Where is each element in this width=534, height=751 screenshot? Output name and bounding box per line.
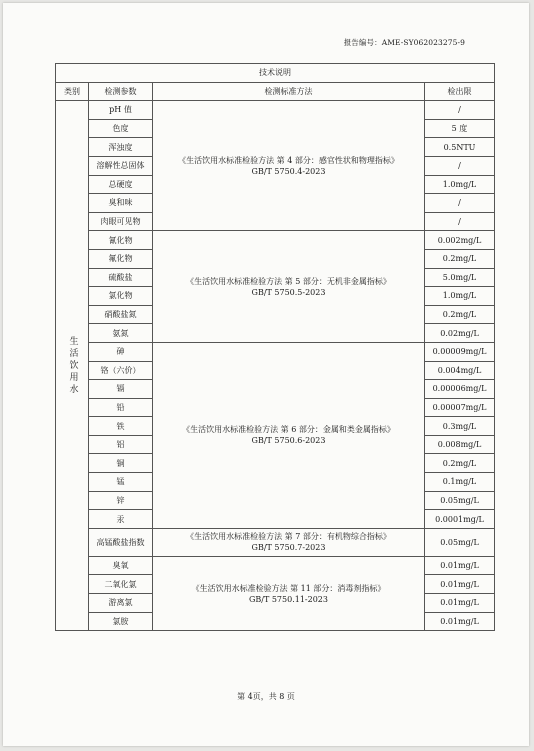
limit-cell: 0.0001mg/L <box>425 510 495 529</box>
method-name: 《生活饮用水标准检验方法 第 11 部分：消毒剂指标》 <box>191 583 386 593</box>
parameter-cell: 总硬度 <box>89 175 153 194</box>
limit-cell: 0.002mg/L <box>425 231 495 250</box>
parameter-cell: 高锰酸盐指数 <box>89 528 153 556</box>
method-name: 《生活饮用水标准检验方法 第 5 部分：无机非金属指标》 <box>186 276 391 286</box>
limit-cell: / <box>425 156 495 175</box>
limit-cell: 0.004mg/L <box>425 361 495 380</box>
header-category: 类别 <box>56 82 89 101</box>
category-cell: 生活饮用水 <box>56 101 89 631</box>
method-name: 《生活饮用水标准检验方法 第 6 部分：金属和类金属指标》 <box>182 425 395 435</box>
limit-cell: / <box>425 212 495 231</box>
limit-cell: 0.2mg/L <box>425 249 495 268</box>
page-footer: 第 4页，共 8 页 <box>237 692 295 701</box>
parameter-cell: 肉眼可见物 <box>89 212 153 231</box>
limit-cell: 0.2mg/L <box>425 454 495 473</box>
parameter-cell: 氯化物 <box>89 287 153 306</box>
header-parameter: 检测参数 <box>89 82 153 101</box>
parameter-cell: 铜 <box>89 454 153 473</box>
table-row <box>56 528 495 556</box>
method-code: GB/T 5750.11-2023 <box>249 594 328 604</box>
parameter-cell: 锰 <box>89 473 153 492</box>
limit-cell: 5.0mg/L <box>425 268 495 287</box>
limit-cell: 0.02mg/L <box>425 324 495 343</box>
parameter-cell: 铁 <box>89 417 153 436</box>
document-page <box>3 3 529 746</box>
table-row <box>56 101 495 120</box>
header-limit: 检出限 <box>425 82 495 101</box>
parameter-cell: 铅 <box>89 398 153 417</box>
limit-cell: 0.05mg/L <box>425 491 495 510</box>
report-number: 报告编号：AME-SY062023275-9 <box>343 38 465 47</box>
limit-cell: 1.0mg/L <box>425 287 495 306</box>
method-cell <box>153 101 425 231</box>
parameter-cell: 砷 <box>89 342 153 361</box>
parameter-cell: 氨氮 <box>89 324 153 343</box>
limit-cell: / <box>425 194 495 213</box>
limit-cell: 0.05mg/L <box>425 528 495 556</box>
parameter-cell: 二氧化氯 <box>89 575 153 594</box>
parameter-cell: 氯胺 <box>89 612 153 631</box>
limit-cell: 0.00006mg/L <box>425 380 495 399</box>
limit-cell: 0.008mg/L <box>425 435 495 454</box>
header-method: 检测标准方法 <box>153 82 425 101</box>
table-title: 技术说明 <box>56 64 495 83</box>
parameter-cell: 臭氧 <box>89 556 153 575</box>
parameter-cell: 锌 <box>89 491 153 510</box>
parameter-cell: 色度 <box>89 119 153 138</box>
parameter-cell: 溶解性总固体 <box>89 156 153 175</box>
limit-cell: 0.00009mg/L <box>425 342 495 361</box>
method-cell <box>153 231 425 343</box>
parameter-cell: 镉 <box>89 380 153 399</box>
limit-cell: 0.01mg/L <box>425 556 495 575</box>
parameter-cell: 硫酸盐 <box>89 268 153 287</box>
limit-cell: 0.01mg/L <box>425 575 495 594</box>
method-cell <box>153 556 425 630</box>
limit-cell: 0.01mg/L <box>425 612 495 631</box>
parameter-cell: pH 值 <box>89 101 153 120</box>
limit-cell: 0.5NTU <box>425 138 495 157</box>
limit-cell: 1.0mg/L <box>425 175 495 194</box>
technical-spec-table <box>55 63 495 631</box>
limit-cell: 0.3mg/L <box>425 417 495 436</box>
limit-cell: 0.2mg/L <box>425 305 495 324</box>
parameter-cell: 汞 <box>89 510 153 529</box>
parameter-cell: 铬（六价） <box>89 361 153 380</box>
method-code: GB/T 5750.5-2023 <box>251 287 326 297</box>
method-code: GB/T 5750.4-2023 <box>251 166 326 176</box>
limit-cell: 5 度 <box>425 119 495 138</box>
parameter-cell: 臭和味 <box>89 194 153 213</box>
method-cell <box>153 342 425 528</box>
parameter-cell: 铝 <box>89 435 153 454</box>
limit-cell: 0.1mg/L <box>425 473 495 492</box>
table-row <box>56 342 495 361</box>
method-code: GB/T 5750.6-2023 <box>251 436 326 446</box>
limit-cell: / <box>425 101 495 120</box>
table-row <box>56 556 495 575</box>
method-code: GB/T 5750.7-2023 <box>251 543 326 553</box>
parameter-cell: 氰化物 <box>89 231 153 250</box>
parameter-cell: 硝酸盐氮 <box>89 305 153 324</box>
method-cell <box>153 528 425 556</box>
limit-cell: 0.00007mg/L <box>425 398 495 417</box>
table-row <box>56 231 495 250</box>
limit-cell: 0.01mg/L <box>425 594 495 613</box>
parameter-cell: 氟化物 <box>89 249 153 268</box>
parameter-cell: 游离氯 <box>89 594 153 613</box>
method-name: 《生活饮用水标准检验方法 第 4 部分：感官性状和物理指标》 <box>178 155 399 165</box>
parameter-cell: 浑浊度 <box>89 138 153 157</box>
method-name: 《生活饮用水标准检验方法 第 7 部分：有机物综合指标》 <box>186 532 391 542</box>
